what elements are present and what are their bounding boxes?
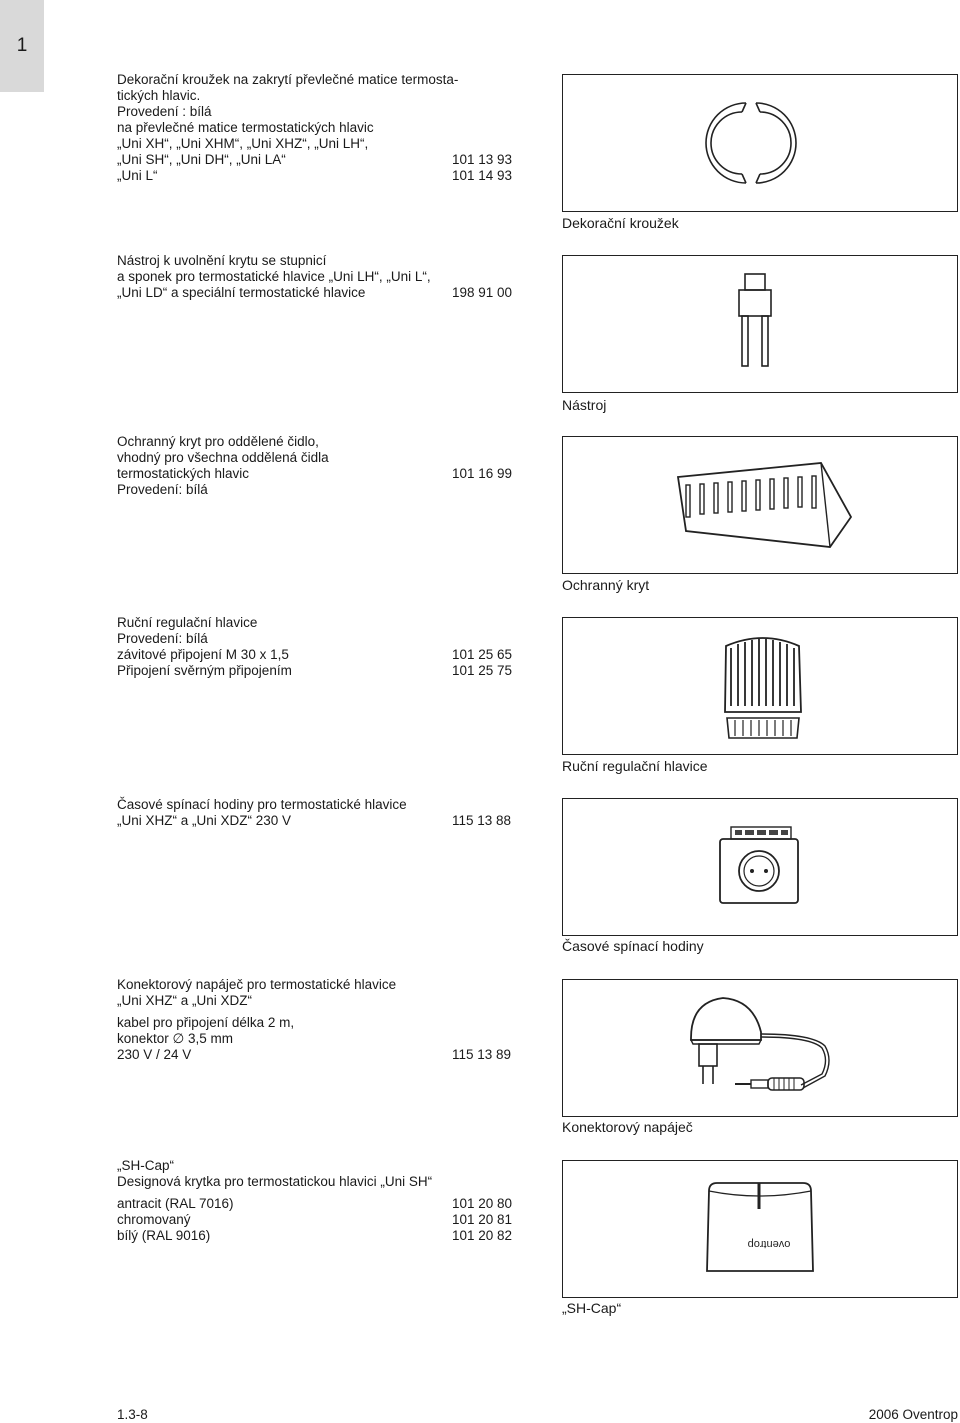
- article-number: 101 20 81: [452, 1212, 513, 1227]
- text-line: „SH-Cap“: [117, 1158, 175, 1173]
- page-number: 1.3-8: [117, 1407, 148, 1422]
- text-line: a sponek pro termostatické hlavice „Uni LH“, „Uni L“,: [117, 269, 431, 284]
- article-number: 101 20 80: [452, 1196, 513, 1211]
- article-number: 101 16 99: [452, 466, 513, 481]
- text-line: 230 V / 24 V 115 13 89: [117, 1047, 512, 1062]
- sh-cap-drawing: [563, 1161, 957, 1297]
- article-number: 101 25 65: [452, 647, 513, 662]
- footer-copyright: 2006 Oventrop: [868, 1407, 958, 1422]
- text-line: závitové připojení M 30 x 1,5 101 25 65: [117, 647, 513, 662]
- caption-timer: Časové spínací hodiny: [562, 938, 704, 954]
- text-line: „Uni XHZ“ a „Uni XDZ“: [117, 993, 253, 1008]
- text-line: Ruční regulační hlavice: [117, 615, 258, 630]
- tool-drawing: [563, 256, 957, 392]
- timer-image-frame: [562, 798, 958, 936]
- power-supply-image-frame: [562, 979, 958, 1117]
- timer-drawing: [563, 799, 957, 935]
- caption-manual-head: Ruční regulační hlavice: [562, 758, 708, 774]
- caption-decorative-ring: Dekorační kroužek: [562, 215, 679, 231]
- text-line: Provedení : bílá: [117, 104, 212, 119]
- article-number: 115 13 88: [452, 813, 512, 828]
- item-decorative-ring-text: [117, 72, 517, 184]
- article-number: 198 91 00: [452, 285, 513, 300]
- text-line: tických hlavic.: [117, 88, 201, 103]
- text-line: Provedení: bílá: [117, 631, 208, 646]
- item-protective-cover-text: [117, 434, 517, 498]
- caption-sh-cap: „SH-Cap“: [562, 1300, 622, 1316]
- text-line: „Uni LD“ a speciální termostatické hlavice 198 91 00: [117, 285, 513, 300]
- text-line: na převlečné matice termostatických hlavic: [117, 120, 374, 135]
- protective-cover-drawing: [563, 437, 957, 573]
- sh-cap-image-frame: [562, 1160, 958, 1298]
- article-number: 101 20 82: [452, 1228, 513, 1243]
- text-line: antracit (RAL 7016) 101 20 80: [117, 1196, 513, 1211]
- manual-head-drawing: [563, 618, 957, 754]
- text-line: termostatických hlavic 101 16 99: [117, 466, 513, 481]
- caption-tool: Nástroj: [562, 397, 607, 413]
- article-number: 115 13 89: [452, 1047, 512, 1062]
- text-line: chromovaný 101 20 81: [117, 1212, 513, 1227]
- text-line: „Uni SH“, „Uni DH“, „Uni LA“ 101 13 93: [117, 152, 513, 167]
- text-line: „Uni L“ 101 14 93: [117, 168, 513, 183]
- item-power-supply-text: [117, 977, 517, 1063]
- text-line: Designová krytka pro termostatickou hlavici „Uni SH“: [117, 1174, 433, 1189]
- text-line: Konektorový napáječ pro termostatické hlavice: [117, 977, 397, 992]
- text-line: konektor ∅ 3,5 mm: [117, 1031, 234, 1046]
- article-number: 101 13 93: [452, 152, 513, 167]
- chapter-tab: 1: [0, 0, 44, 92]
- text-line: „Uni XHZ“ a „Uni XDZ“ 230 V 115 13 88: [117, 813, 512, 828]
- text-line: Časové spínací hodiny pro termostatické hlavice: [117, 797, 407, 812]
- text-line: Provedení: bílá: [117, 482, 208, 497]
- tool-image-frame: [562, 255, 958, 393]
- item-timer-text: [117, 797, 517, 829]
- protective-cover-image-frame: [562, 436, 958, 574]
- text-line: Ochranný kryt pro oddělené čidlo,: [117, 434, 319, 449]
- text-line: Dekorační kroužek na zakrytí převlečné matice termosta-: [117, 72, 459, 87]
- item-tool-text: [117, 253, 517, 301]
- manual-head-image-frame: [562, 617, 958, 755]
- sh-cap-brand-label: oventrop: [747, 1238, 791, 1250]
- text-line: „Uni XH“, „Uni XHM“, „Uni XHZ“, „Uni LH“,: [117, 136, 369, 151]
- item-manual-head-text: [117, 615, 517, 679]
- article-number: 101 25 75: [452, 663, 513, 678]
- caption-power-supply: Konektorový napáječ: [562, 1119, 693, 1135]
- caption-protective-cover: Ochranný kryt: [562, 577, 650, 593]
- article-number: 101 14 93: [452, 168, 513, 183]
- text-line: Nástroj k uvolnění krytu se stupnicí: [117, 253, 327, 268]
- text-line: vhodný pro všechna oddělená čidla: [117, 450, 329, 465]
- decorative-ring-image-frame: [562, 74, 958, 212]
- text-line: Připojení svěrným připojením 101 25 75: [117, 663, 513, 678]
- item-sh-cap-text: [117, 1158, 517, 1244]
- text-line: bílý (RAL 9016) 101 20 82: [117, 1228, 513, 1243]
- text-line: kabel pro připojení délka 2 m,: [117, 1015, 295, 1030]
- decorative-ring-drawing: [563, 75, 957, 211]
- power-supply-drawing: [563, 980, 957, 1116]
